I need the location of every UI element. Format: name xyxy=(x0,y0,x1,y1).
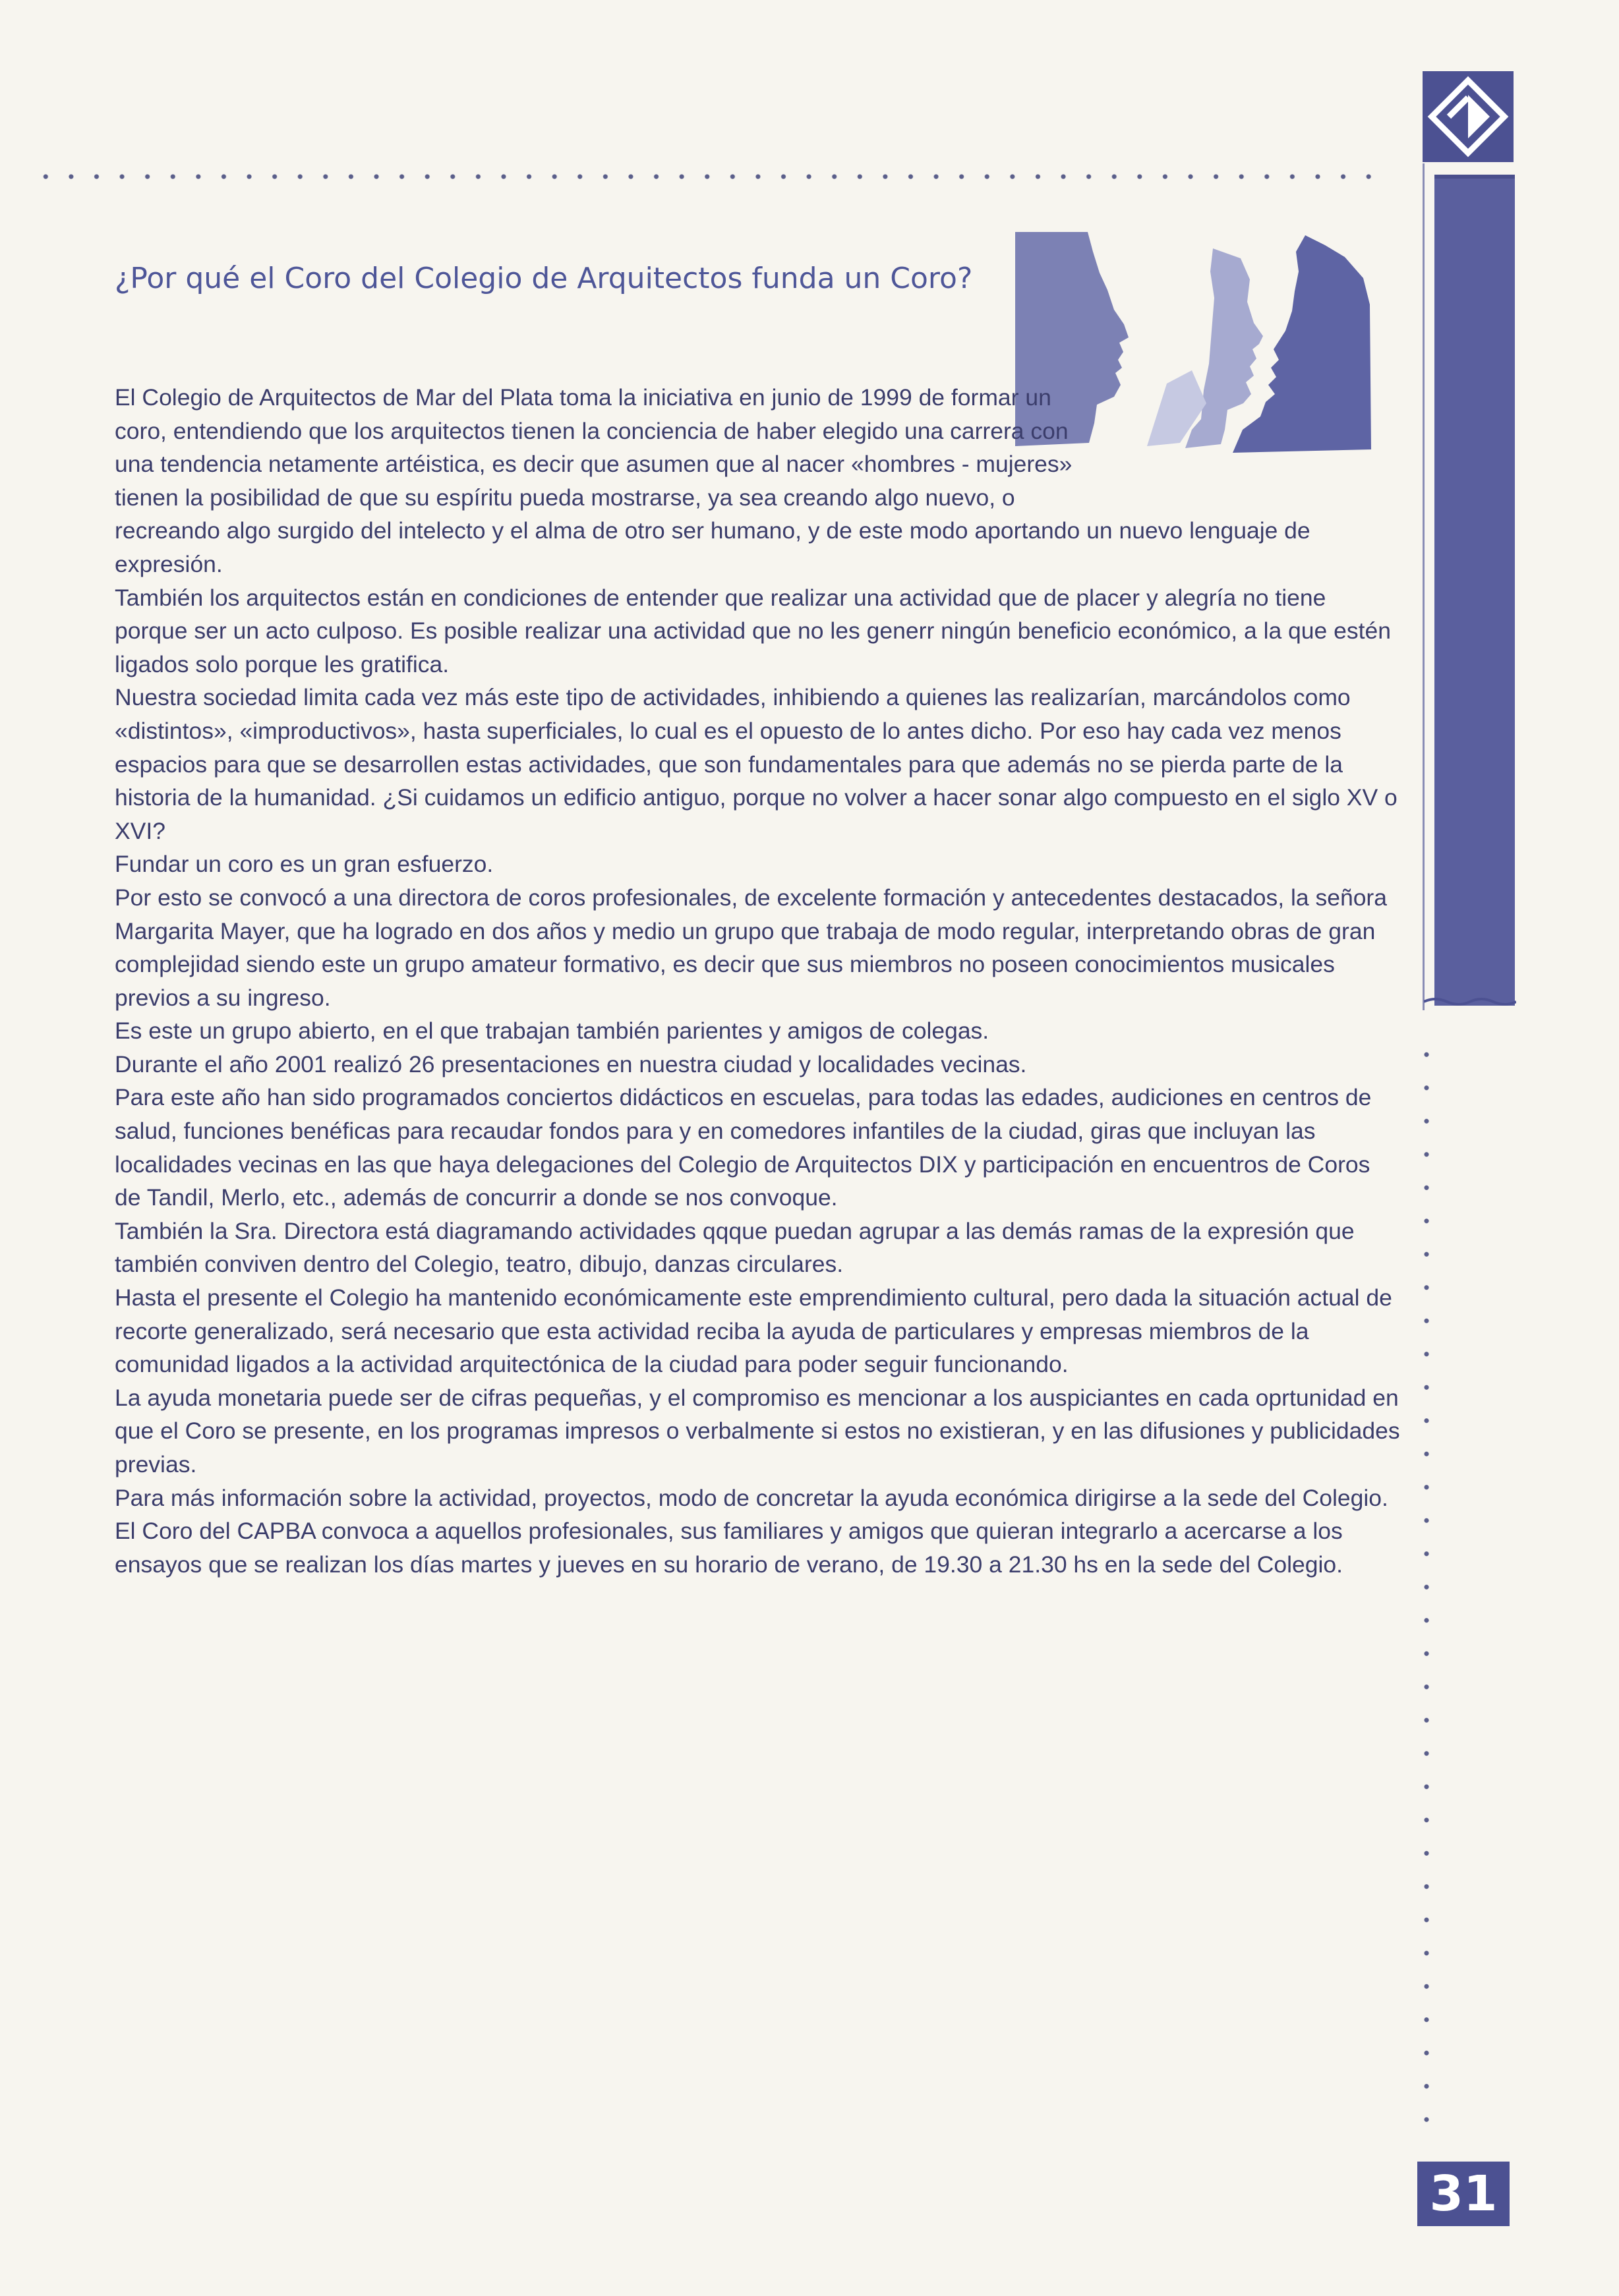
paragraph: Fundar un coro es un gran esfuerzo. xyxy=(115,851,494,878)
top-dotted-rule xyxy=(33,173,1391,181)
colegio-arquitectos-logo-icon xyxy=(1423,71,1514,162)
paragraph: También la Sra. Directora está diagramando actividades qqque puedan agrupar a las demás ramas de la expresión que también conviven dentro del Colegio, teatro, dibujo, danzas circulares. xyxy=(115,1217,1355,1278)
paragraph: Para más información sobre la actividad, proyectos, modo de concretar la ayuda económica dirigirse a la sede del Colegio. xyxy=(115,1484,1388,1511)
page-number: 31 xyxy=(1417,2162,1510,2226)
article-body xyxy=(115,381,1400,1581)
side-dotted-rule xyxy=(1423,1038,1430,2145)
paragraph: Durante el año 2001 realizó 26 presentaciones en nuestra ciudad y localidades vecinas. xyxy=(115,1050,1027,1077)
paragraph: Es este un grupo abierto, en el que trabajan también parientes y amigos de colegas. xyxy=(115,1018,989,1045)
paragraph: También los arquitectos están en condiciones de entender que realizar una actividad que de placer y alegría no tiene porque ser un acto culposo. Es posible realizar una actividad que no les generr ningún beneficio económico, a la que estén ligados solo porque les gratifica. xyxy=(115,584,1391,677)
paragraph: Nuestra sociedad limita cada vez más este tipo de actividades, inhibiendo a quienes las realizarían, marcándolos como «distintos», «improductivos», hasta superficiales, lo cual es el opuesto de lo antes dicho. Por eso hay cada vez menos espacios para que se desarrollen estas actividades, que son fundamentales para que además no se pierda parte de la historia de la humanidad. ¿Si cuidamos un edificio antiguo, porque no volver a hacer sonar algo compuesto en el siglo XV o XVI? xyxy=(115,684,1398,844)
paragraph: Por esto se convocó a una directora de coros profesionales, de excelente formación y antecedentes destacados, la señora Margarita Mayer, que ha logrado en dos años y medio un grupo que trabaja de modo regular, interpretando obras de gran complejidad siendo este un grupo amateur formativo, es decir que sus miembros no poseen conocimientos musicales previos a su ingreso. xyxy=(115,884,1388,1011)
article-title: ¿Por qué el Coro del Colegio de Arquitectos funda un Coro? xyxy=(115,262,973,295)
paragraph: El Coro del CAPBA convoca a aquellos profesionales, sus familiares y amigos que quieran integrarlo a acercarse a los ensayos que se realizan los días martes y jueves en su horario de verano, de 19.30 a 21.30 hs en la sede del Colegio. xyxy=(115,1518,1343,1578)
side-vertical-rule xyxy=(1423,163,1425,1010)
side-bar-wave xyxy=(1424,995,1516,1008)
paragraph: Hasta el presente el Colegio ha mantenido económicamente este emprendimiento cultural, pero dada la situación actual de recorte generalizado, será necesario que esta actividad reciba la ayuda de particulares y empresas miembros de la comunidad ligados a la actividad arquitectónica de la ciudad para poder seguir funcionando. xyxy=(115,1284,1392,1378)
paragraph: Para este año han sido programados conciertos didácticos en escuelas, para todas las edades, audiciones en centros de salud, funciones benéficas para recaudar fondos para y en comedores infantiles de la ciudad, giras que incluyan las localidades vecinas en las que haya delegaciones del Colegio de Arquitectos DIX y participación en encuentros de Coros de Tandil, Merlo, etc., además de concurrir a donde se nos convoque. xyxy=(115,1084,1372,1211)
illustration-spacer xyxy=(1104,381,1400,513)
paragraph: La ayuda monetaria puede ser de cifras pequeñas, y el compromiso es mencionar a los auspiciantes en cada oprtunidad en que el Coro se presente, en los programas impresos o verbalmente si estos no existieran, y en las difusiones y publicidades previas. xyxy=(115,1384,1400,1478)
paragraph: El Colegio de Arquitectos de Mar del Plata toma la iniciativa en junio de 1999 de formar un coro, entendiendo que los arquitectos tienen la conciencia de haber elegido una carrera con una tendencia netamente artéistica, es decir que asumen que al nacer «hombres - mujeres» tienen la posibilidad de que su espíritu pueda mostrarse, ya sea creando algo nuevo, o recreando algo surgido del intelecto y el alma de otro ser humano, y de este modo aportando un nuevo lenguaje de expresión. xyxy=(115,384,1310,577)
side-color-bar xyxy=(1434,175,1515,1006)
